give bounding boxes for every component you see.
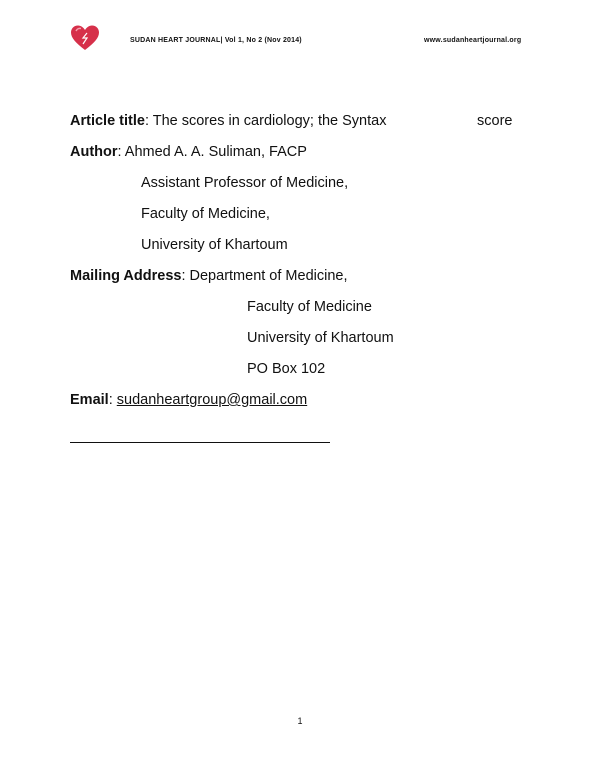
article-title-trailing: score	[477, 113, 513, 129]
email-label: Email	[70, 392, 109, 408]
article-title-text: : The scores in cardiology; the Syntax	[144, 113, 387, 129]
mailing-address-line: University of Khartoum	[247, 330, 394, 346]
article-title-line	[70, 113, 386, 129]
author-name: : Ahmed A. A. Suliman, FACP	[117, 144, 307, 160]
email-link[interactable]: sudanheartgroup@gmail.com	[116, 392, 308, 408]
author-label: Author	[70, 144, 118, 160]
journal-website: www.sudanheartjournal.org	[424, 37, 522, 44]
author-line	[70, 144, 307, 160]
journal-info: SUDAN HEART JOURNAL| Vol 1, No 2 (Nov 2014)	[130, 37, 302, 44]
mailing-address-label: Mailing Address	[70, 268, 182, 284]
mailing-address-line	[70, 268, 348, 284]
page-number: 1	[297, 716, 303, 726]
email-separator: :	[108, 392, 117, 408]
section-divider	[70, 442, 330, 443]
affiliation-line: University of Khartoum	[141, 237, 288, 253]
affiliation-line: Faculty of Medicine,	[141, 206, 270, 222]
affiliation-line: Assistant Professor of Medicine,	[141, 175, 349, 191]
email-line	[70, 392, 307, 408]
mailing-address-line: Faculty of Medicine	[247, 299, 372, 315]
article-title-label: Article title	[70, 113, 145, 129]
mailing-address-line: PO Box 102	[247, 361, 326, 377]
mailing-address-first: : Department of Medicine,	[181, 268, 348, 284]
heart-logo-icon	[70, 24, 100, 52]
